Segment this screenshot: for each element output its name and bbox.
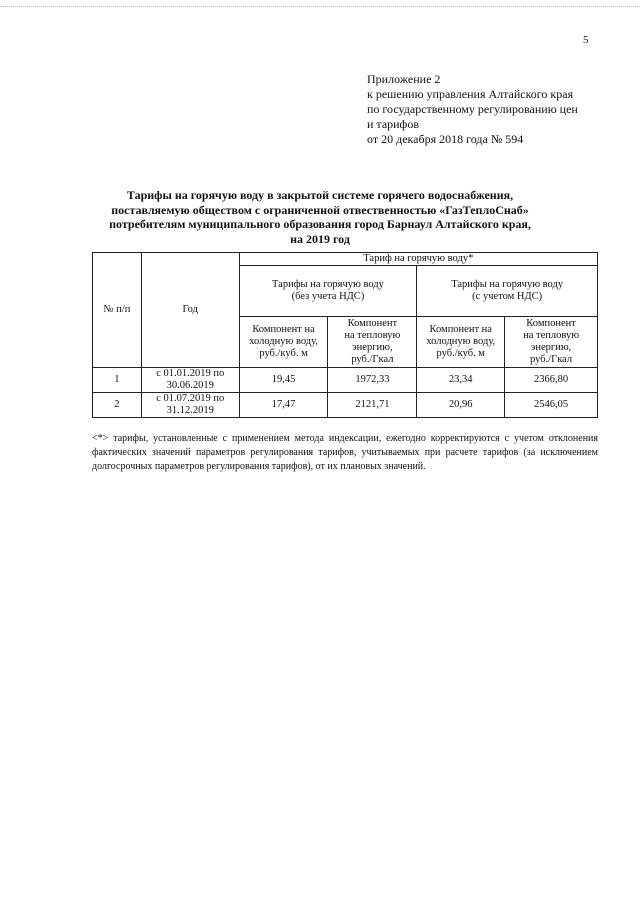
header-cold-component — [239, 317, 328, 368]
cell-cold-vat: 20,96 — [417, 393, 505, 418]
header-tariff: Тариф на горячую воду* — [239, 253, 597, 266]
header-text-line: (с учетом НДС) — [472, 291, 543, 302]
period-line: 30.06.2019 — [166, 380, 214, 391]
title-line: потребителям муниципального образования город Барнаул Алтайского края, — [109, 217, 531, 231]
header-text-line: руб./куб. м — [259, 348, 308, 359]
appendix-line: к решению управления Алтайского края — [367, 87, 574, 101]
cell-heat-vat: 2366,80 — [505, 368, 598, 393]
header-text-line: Компонент на — [429, 324, 492, 335]
row-number: 1 — [93, 368, 142, 393]
header-text-line: холодную воду, — [249, 336, 318, 347]
cell-cold-no-vat: 17,47 — [239, 393, 328, 418]
title-line: на 2019 год — [290, 231, 350, 246]
table-row — [93, 393, 598, 418]
appendix-block — [367, 72, 617, 147]
header-year: Год — [141, 253, 239, 368]
period-line: с 01.07.2019 по — [156, 393, 225, 404]
header-text-line: (без учета НДС) — [291, 291, 365, 302]
header-text-line: Тарифы на горячую воду — [272, 279, 384, 290]
header-text-line: на тепловую — [344, 330, 401, 341]
row-number: 2 — [93, 393, 142, 418]
header-text-line: Тарифы на горячую воду — [451, 279, 564, 290]
appendix-line: по государственному регулированию цен — [367, 102, 578, 116]
tariff-table — [92, 252, 598, 418]
cell-cold-vat: 23,34 — [417, 368, 505, 393]
header-number: № п/п — [93, 253, 142, 368]
row-period — [141, 393, 239, 418]
header-text-line: энергию, — [352, 342, 393, 353]
footnote: <*> тарифы, установленные с применением метода индексации, ежегодно корректируются с учетом отклонения фактических значений параметров регулирования тарифов, учитываемых при расчете тарифов (за исключением долгосрочных параметров регулирования тарифов), от их плановых значений. — [92, 433, 598, 472]
period-line: с 01.01.2019 по — [156, 368, 225, 379]
scan-edge-line — [0, 6, 640, 7]
cell-cold-no-vat: 19,45 — [239, 368, 328, 393]
appendix-line: от 20 декабря 2018 года № 594 — [367, 132, 524, 146]
header-text-line: руб./Гкал — [351, 354, 394, 365]
header-heat-component — [505, 317, 598, 368]
document-title — [60, 188, 580, 246]
header-text-line: Компонент — [526, 318, 576, 329]
header-group-vat — [417, 266, 598, 317]
header-text-line: руб./куб. м — [436, 348, 485, 359]
appendix-line: Приложение 2 — [367, 72, 441, 86]
title-line: Тарифы на горячую воду в закрытой системе горячего водоснабжения, — [126, 188, 514, 202]
period-line: 31.12.2019 — [166, 405, 214, 416]
page-number: 5 — [583, 34, 589, 46]
header-heat-component — [328, 317, 417, 368]
cell-heat-no-vat: 2121,71 — [328, 393, 417, 418]
table-row — [93, 368, 598, 393]
header-text-line: руб./Гкал — [530, 354, 573, 365]
header-text-line: холодную воду, — [426, 336, 496, 347]
header-text-line: энергию, — [530, 342, 572, 353]
header-text-line: Компонент на — [252, 324, 315, 335]
cell-heat-vat: 2546,05 — [505, 393, 598, 418]
row-period — [141, 368, 239, 393]
header-text-line: Компонент — [347, 318, 398, 329]
header-text-line: на тепловую — [523, 330, 580, 341]
header-group-no-vat — [239, 266, 417, 317]
header-cold-component — [417, 317, 505, 368]
appendix-line: и тарифов — [367, 117, 420, 131]
title-line: поставляемую обществом с ограниченной отвественностью «ГазТеплоСнаб» — [111, 202, 529, 217]
cell-heat-no-vat: 1972,33 — [328, 368, 417, 393]
table-header-row — [93, 253, 598, 266]
